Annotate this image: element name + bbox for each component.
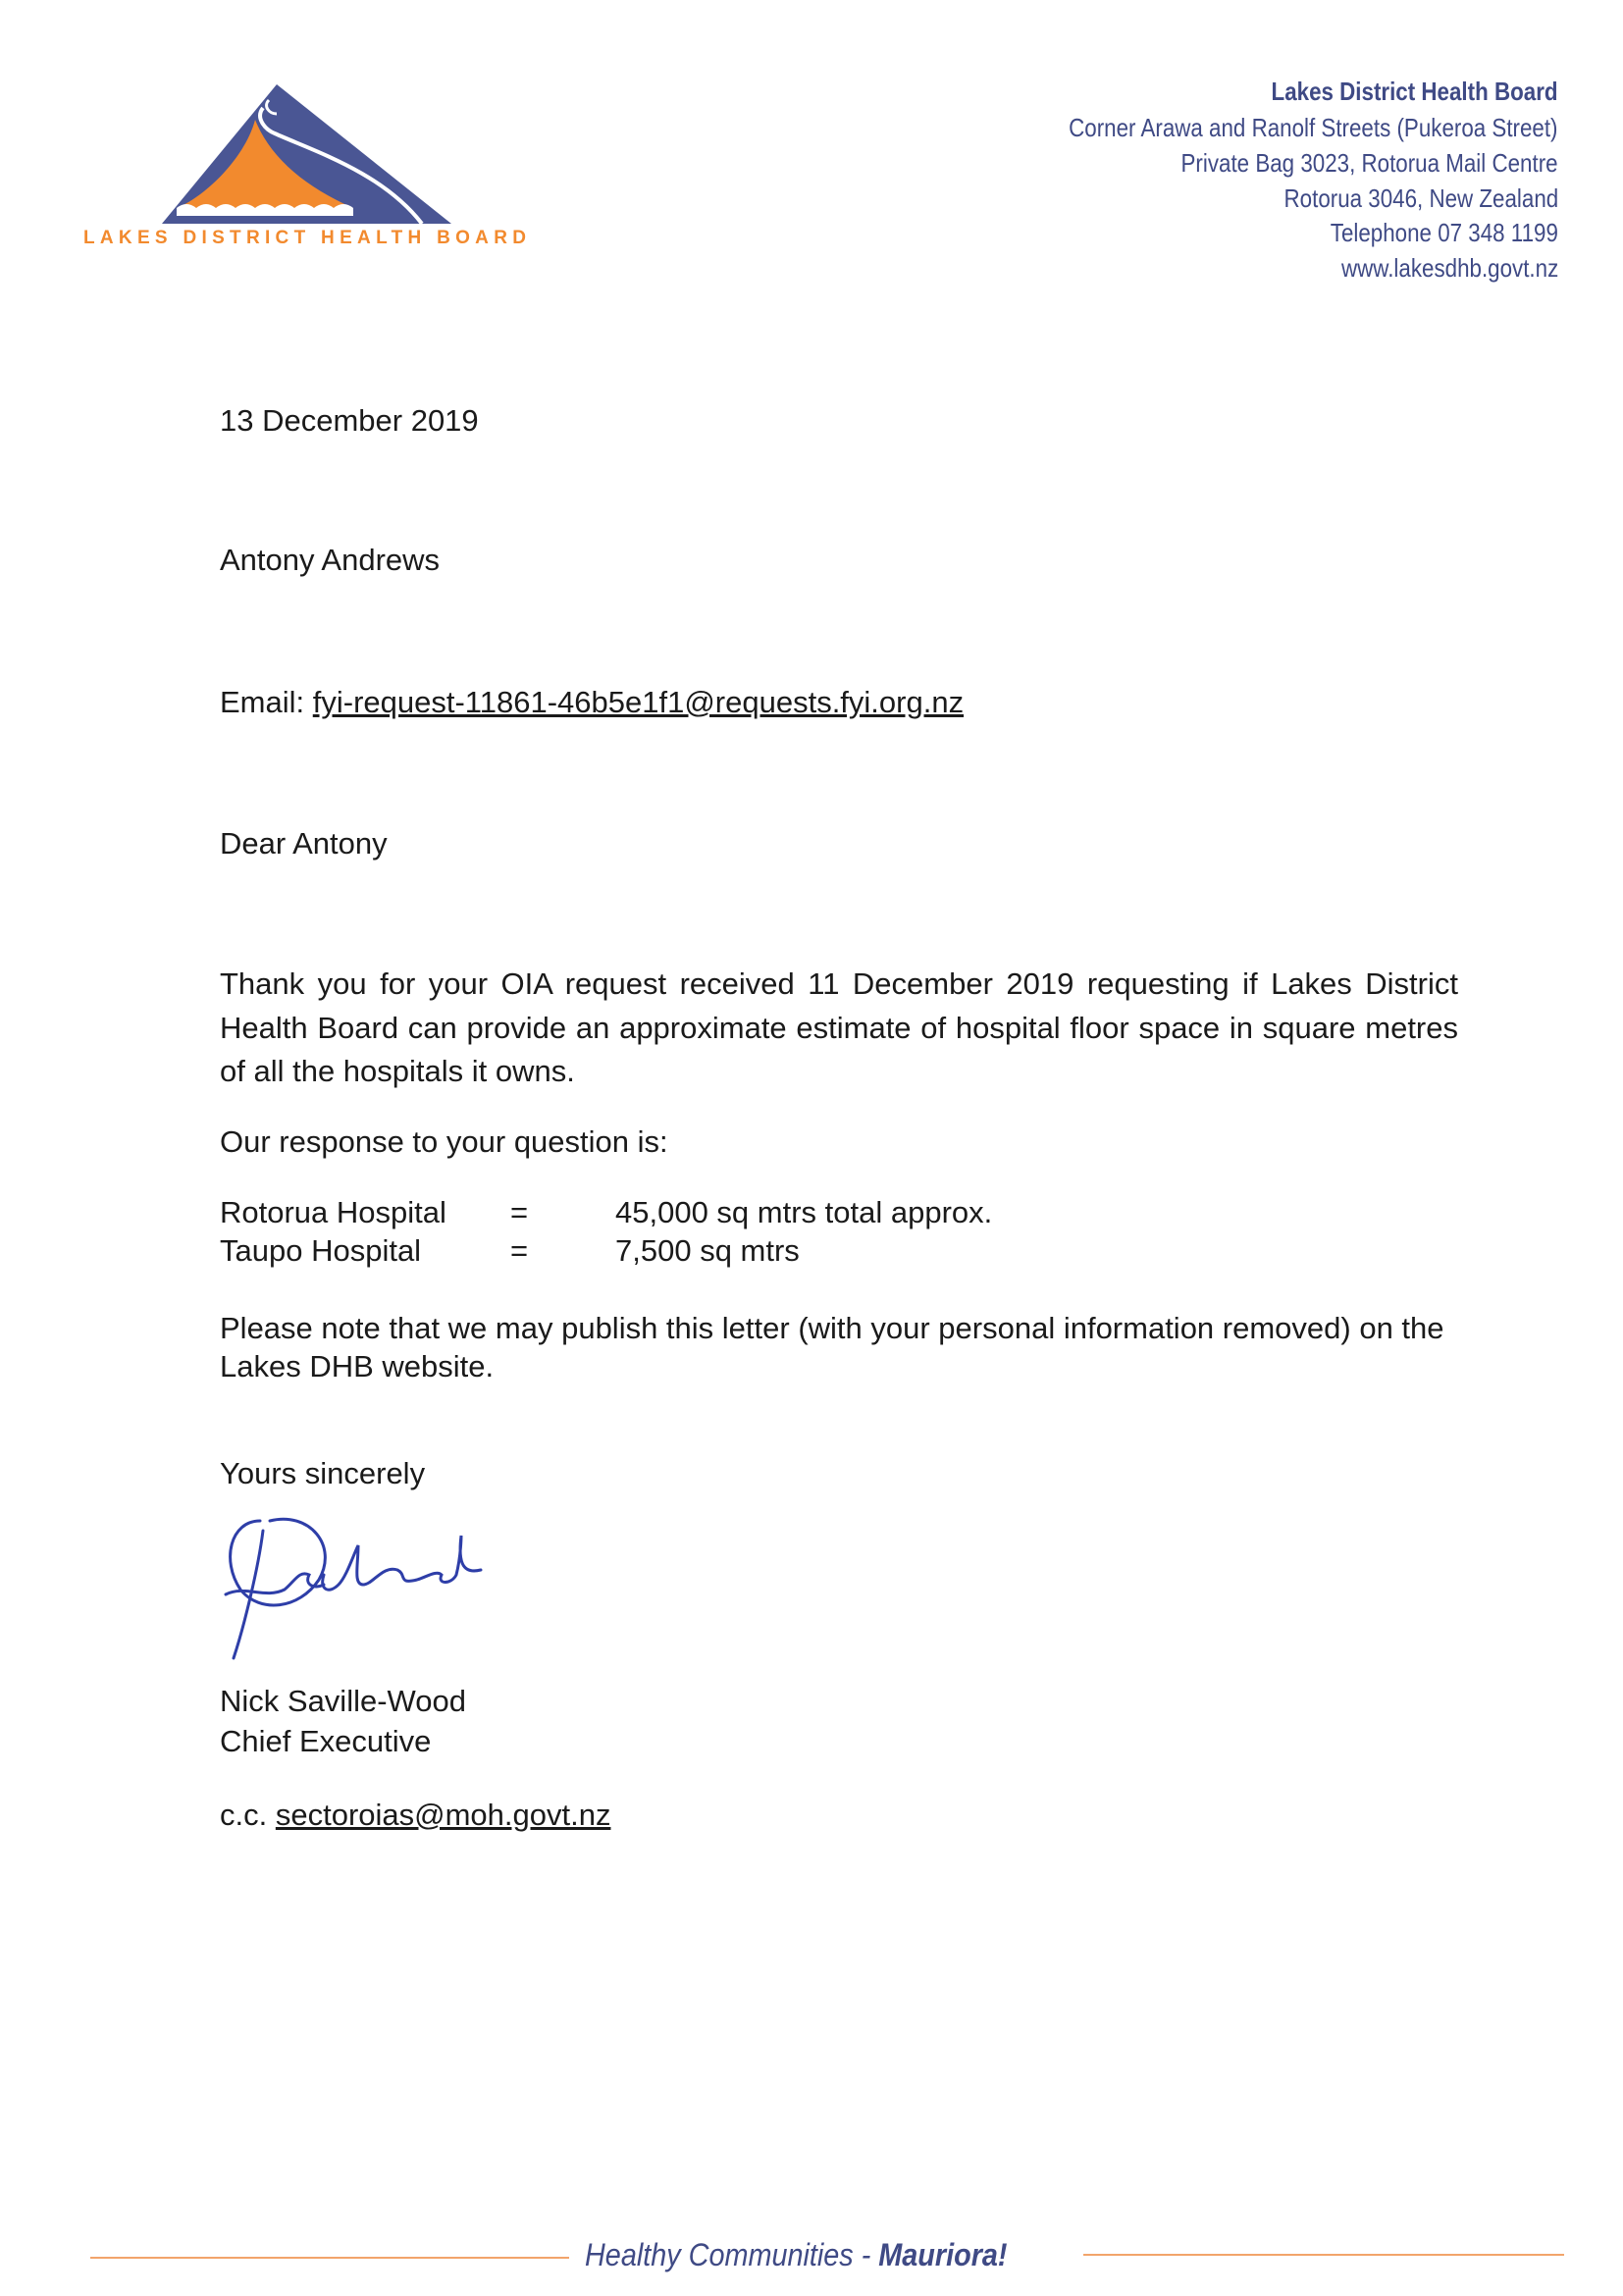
slogan-text: Healthy Communities - bbox=[585, 2237, 879, 2272]
signatory-title: Chief Executive bbox=[220, 1724, 432, 1758]
response-intro: Our response to your question is: bbox=[220, 1124, 668, 1159]
equals-sign: = bbox=[510, 1195, 529, 1229]
paragraph-request: Thank you for your OIA request received 11 December 2019 requesting if Lakes District Health Board can provide an approximate estimate of hospital floor space in square metres of all the hospitals it owns. bbox=[220, 966, 1458, 1088]
table-row bbox=[220, 1233, 421, 1269]
slogan-bold: Mauriora! bbox=[878, 2237, 1008, 2272]
recipient-name: Antony Andrews bbox=[220, 543, 441, 577]
cc-label: c.c. bbox=[220, 1798, 276, 1832]
table-row bbox=[220, 1195, 446, 1230]
logo bbox=[147, 78, 481, 235]
floor-space-value: 45,000 sq mtrs total approx. bbox=[615, 1195, 993, 1229]
hospital-name: Taupo Hospital bbox=[220, 1233, 422, 1268]
address-line: Rotorua 3046, New Zealand bbox=[1283, 183, 1558, 213]
letter-date: 13 December 2019 bbox=[220, 403, 479, 438]
signatory-name: Nick Saville-Wood bbox=[220, 1684, 466, 1718]
email-label: Email: bbox=[220, 685, 313, 719]
website-link[interactable]: www.lakesdhb.govt.nz bbox=[1340, 253, 1558, 283]
salutation: Dear Antony bbox=[220, 826, 388, 861]
equals-sign: = bbox=[510, 1233, 529, 1268]
logo-text: LAKES DISTRICT HEALTH BOARD bbox=[83, 228, 532, 248]
cc-email-link[interactable]: sectoroias@moh.govt.nz bbox=[275, 1798, 611, 1832]
address-line: Private Bag 3023, Rotorua Mail Centre bbox=[1180, 148, 1558, 178]
handwritten-signature-icon bbox=[216, 1501, 530, 1668]
footer bbox=[0, 2237, 1623, 2276]
logo-mark-icon bbox=[147, 78, 481, 235]
address-line: Corner Arawa and Ranolf Streets (Pukeroa Street) bbox=[1069, 113, 1558, 142]
closing: Yours sincerely bbox=[220, 1456, 426, 1490]
footer-divider bbox=[90, 2257, 569, 2259]
cc-line bbox=[220, 1798, 610, 1833]
recipient-email-line bbox=[220, 685, 964, 720]
floor-space-value: 7,500 sq mtrs bbox=[615, 1233, 800, 1268]
hospital-name: Rotorua Hospital bbox=[220, 1195, 446, 1229]
footer-divider bbox=[1083, 2254, 1564, 2256]
telephone: Telephone 07 348 1199 bbox=[1330, 218, 1558, 247]
org-name: Lakes District Health Board bbox=[1271, 77, 1558, 106]
signature bbox=[216, 1501, 530, 1668]
paragraph-publish-note: Please note that we may publish this letter (with your personal information removed) on the Lakes DHB website. bbox=[220, 1311, 1444, 1383]
footer-slogan bbox=[585, 2237, 1008, 2273]
recipient-email-link[interactable]: fyi-request-11861-46b5e1f1@requests.fyi.org.nz bbox=[312, 685, 965, 719]
